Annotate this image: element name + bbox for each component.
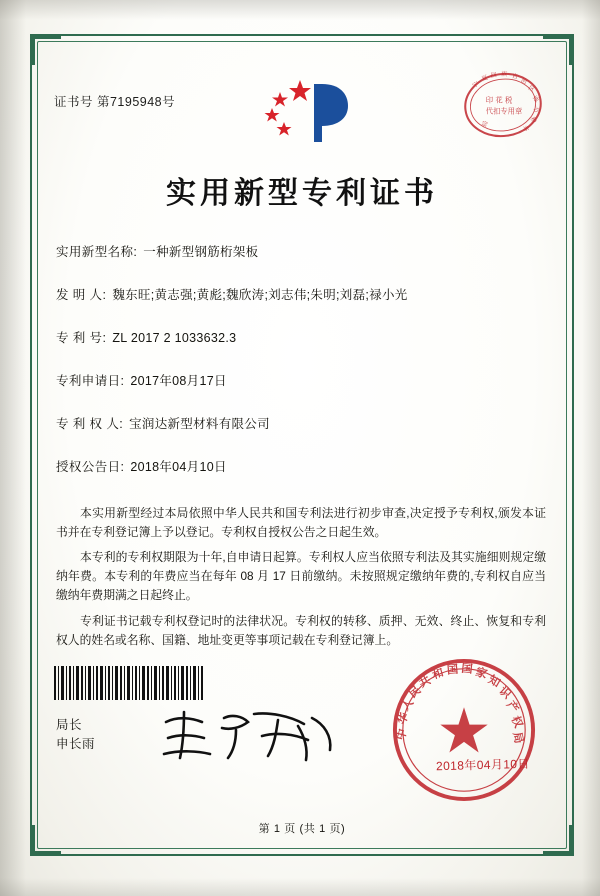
- field-value: 2017年08月17日: [130, 374, 227, 388]
- svg-text:权: 权: [508, 713, 527, 730]
- barcode: [54, 666, 204, 700]
- svg-text:回: 回: [490, 71, 498, 80]
- director-label: 局长: [56, 718, 83, 732]
- page-title: 实用新型专利证书: [166, 176, 438, 211]
- field-value: ZL 2017 2 1033632.3: [112, 331, 237, 345]
- svg-text:方: 方: [531, 105, 541, 115]
- tax-stamp-seal-icon: [460, 62, 546, 148]
- svg-text:族: 族: [501, 70, 508, 78]
- scan-shadow-bottom: [0, 878, 600, 896]
- svg-text:共: 共: [416, 672, 433, 691]
- certificate-number: 证书号 第7195948号: [54, 95, 176, 109]
- svg-text:中: 中: [393, 727, 410, 742]
- field-row-patent-number: [56, 328, 548, 346]
- signature-labels: [56, 716, 95, 755]
- svg-text:局: 局: [510, 730, 527, 745]
- legal-paragraph-2: 本专利的专利权期限为十年,自申请日起算。专利权人应当依照专利法及其实施细则规定缴纳年费。本专利的年费应当在每年 08 月 17 日前缴纳。未按照规定缴纳年费的,专利权自应当缴纳年费期满之日起终止。: [56, 550, 546, 603]
- svg-text:税: 税: [528, 116, 538, 125]
- svg-text:知: 知: [486, 672, 504, 690]
- cnipa-logo-icon: [242, 78, 362, 148]
- svg-text:地: 地: [530, 94, 541, 104]
- handwritten-signature: [158, 704, 338, 766]
- legal-paragraph-1: 本实用新型经过本局依照中华人民共和国专利法进行初步审查,决定授予专利权,颁发本证书并在专利登记簿上予以登记。专利权自授权公告之日起生效。: [56, 506, 546, 540]
- svg-text:局: 局: [481, 119, 490, 129]
- field-label: 实用新型名称:: [56, 245, 138, 259]
- page-footer: 第 1 页 (共 1 页): [258, 823, 346, 835]
- field-row-inventors: [56, 285, 548, 303]
- field-label: 专 利 号:: [56, 331, 107, 345]
- svg-text:民: 民: [405, 682, 424, 701]
- director-name: 申长雨: [56, 737, 96, 752]
- svg-text:印 花 税: 印 花 税: [485, 95, 513, 105]
- field-label: 发 明 人:: [56, 288, 107, 302]
- field-label: 专利申请日:: [56, 374, 125, 388]
- svg-text:家: 家: [473, 664, 490, 682]
- field-row-utility-model-name: [56, 242, 548, 260]
- field-value: 2018年04月10日: [130, 460, 227, 474]
- svg-text:宁: 宁: [471, 80, 481, 90]
- field-row-grant-announcement-date: [56, 457, 548, 475]
- official-seal-icon: [390, 656, 538, 804]
- field-value: 一种新型钢筋桁架板: [143, 245, 259, 259]
- scan-shadow-right: [582, 0, 600, 896]
- scan-shadow-left: [0, 0, 26, 896]
- svg-text:务: 务: [521, 124, 530, 132]
- svg-text:夏: 夏: [480, 74, 489, 83]
- svg-text:华: 华: [393, 710, 412, 727]
- field-row-patentee: [56, 414, 548, 432]
- svg-text:区: 区: [526, 84, 536, 94]
- scan-shadow-top: [0, 0, 600, 20]
- seal-date: 2018年04月10日: [436, 756, 531, 774]
- field-label: 专 利 权 人:: [56, 417, 124, 431]
- svg-text:自: 自: [511, 72, 519, 81]
- svg-text:代扣专用章: 代扣专用章: [485, 106, 523, 116]
- field-value: 宝润达新型材料有限公司: [129, 417, 270, 431]
- svg-text:人: 人: [398, 695, 417, 714]
- field-row-application-date: [56, 371, 548, 389]
- svg-text:国: 国: [446, 661, 459, 677]
- svg-text:治: 治: [519, 77, 528, 86]
- certificate-content: [48, 56, 556, 838]
- legal-text-block: [56, 504, 546, 656]
- svg-text:产: 产: [503, 697, 522, 716]
- legal-paragraph-3: 专利证书记载专利权登记时的法律状况。专利权的转移、质押、无效、终止、恢复和专利权人的姓名或名称、国籍、地址变更等事项记载在专利登记簿上。: [56, 613, 546, 647]
- field-value: 魏东旺;黄志强;黄彪;魏欣涛;刘志伟;朱明;刘磊;禄小光: [112, 288, 408, 302]
- svg-text:和: 和: [430, 664, 446, 682]
- field-label: 授权公告日:: [56, 460, 125, 474]
- svg-text:识: 识: [496, 683, 515, 702]
- svg-text:国: 国: [460, 660, 474, 676]
- field-list: [56, 242, 548, 500]
